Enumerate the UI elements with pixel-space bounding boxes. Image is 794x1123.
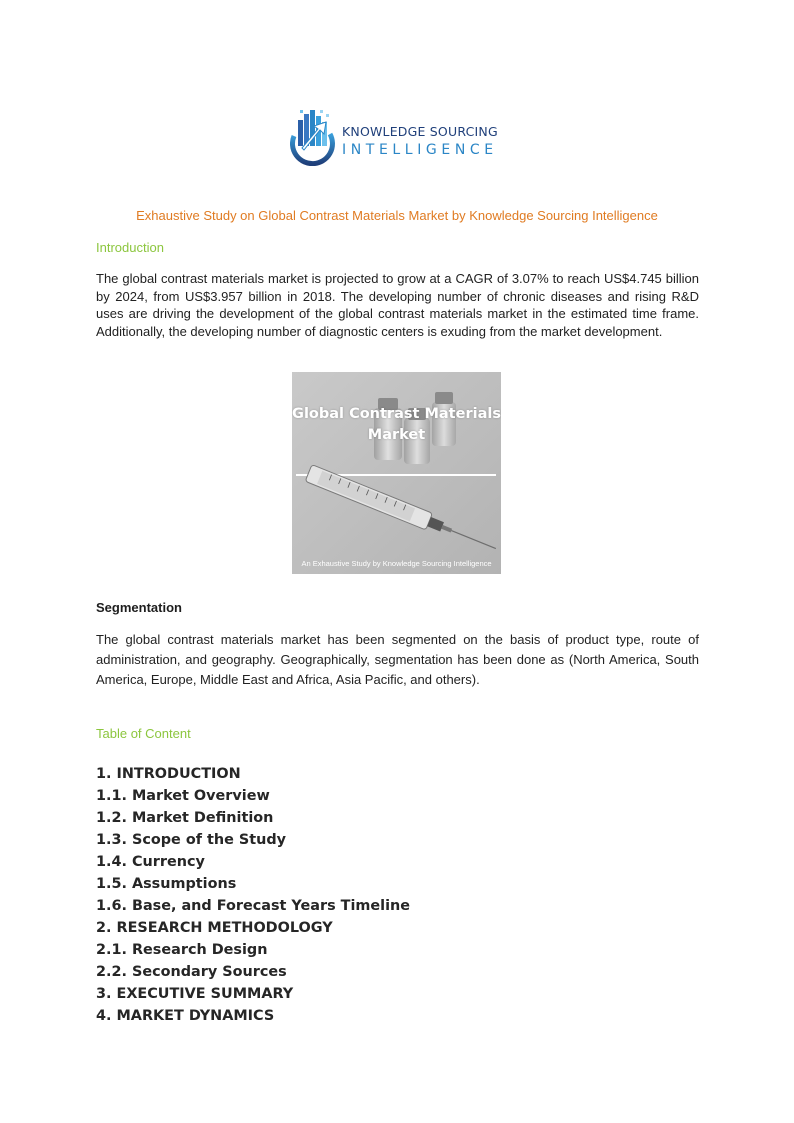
table-of-content-list: [96, 763, 410, 1027]
logo-text-knowledge-sourcing: KNOWLEDGE SOURCING: [342, 124, 498, 139]
logo-emblem-icon: [290, 106, 338, 166]
toc-item: 2.2. Secondary Sources: [96, 964, 287, 980]
segmentation-paragraph: The global contrast materials market has been segmented on the basis of product type, route of administration, and geography. Geographically, segmentation has been done as (North America, South America, Europe, Middle East and Africa, Asia Pacific, and others).: [96, 632, 699, 687]
introduction-heading: Introduction: [96, 240, 164, 255]
toc-item: 4. MARKET DYNAMICS: [96, 1008, 275, 1024]
toc-item: 1.4. Currency: [96, 854, 205, 870]
table-of-content-heading: Table of Content: [96, 726, 191, 741]
logo-text-intelligence: INTELLIGENCE: [342, 142, 498, 158]
document-title: Exhaustive Study on Global Contrast Materials Market by Knowledge Sourcing Intelligence: [136, 208, 658, 223]
toc-item: 1.5. Assumptions: [96, 876, 237, 892]
company-logo: [290, 106, 510, 166]
toc-item: 1.3. Scope of the Study: [96, 832, 287, 848]
toc-item: 1.2. Market Definition: [96, 810, 274, 826]
market-cover-image: [292, 372, 501, 574]
cover-image-subtitle: An Exhaustive Study by Knowledge Sourcing Intelligence: [301, 559, 492, 568]
toc-item: 3. EXECUTIVE SUMMARY: [96, 986, 294, 1002]
toc-item: 1. INTRODUCTION: [96, 766, 241, 782]
toc-item: 1.6. Base, and Forecast Years Timeline: [96, 898, 411, 914]
toc-item: 2.1. Research Design: [96, 942, 268, 958]
cover-image-title: Global Contrast Materials Market: [292, 406, 501, 443]
segmentation-heading: Segmentation: [96, 600, 182, 615]
introduction-paragraph: The global contrast materials market is projected to grow at a CAGR of 3.07% to reach US$4.745 billion by 2024, from US$3.957 billion in 2018. The developing number of chronic diseases and rising R&D uses are driving the development of the global contrast materials market in the estimated time frame. Additionally, the developing number of diagnostic centers is exuding from the market development.: [96, 271, 699, 339]
syringe-vials-photo: [292, 372, 501, 574]
toc-item: 2. RESEARCH METHODOLOGY: [96, 920, 333, 936]
toc-item: 1.1. Market Overview: [96, 788, 270, 804]
